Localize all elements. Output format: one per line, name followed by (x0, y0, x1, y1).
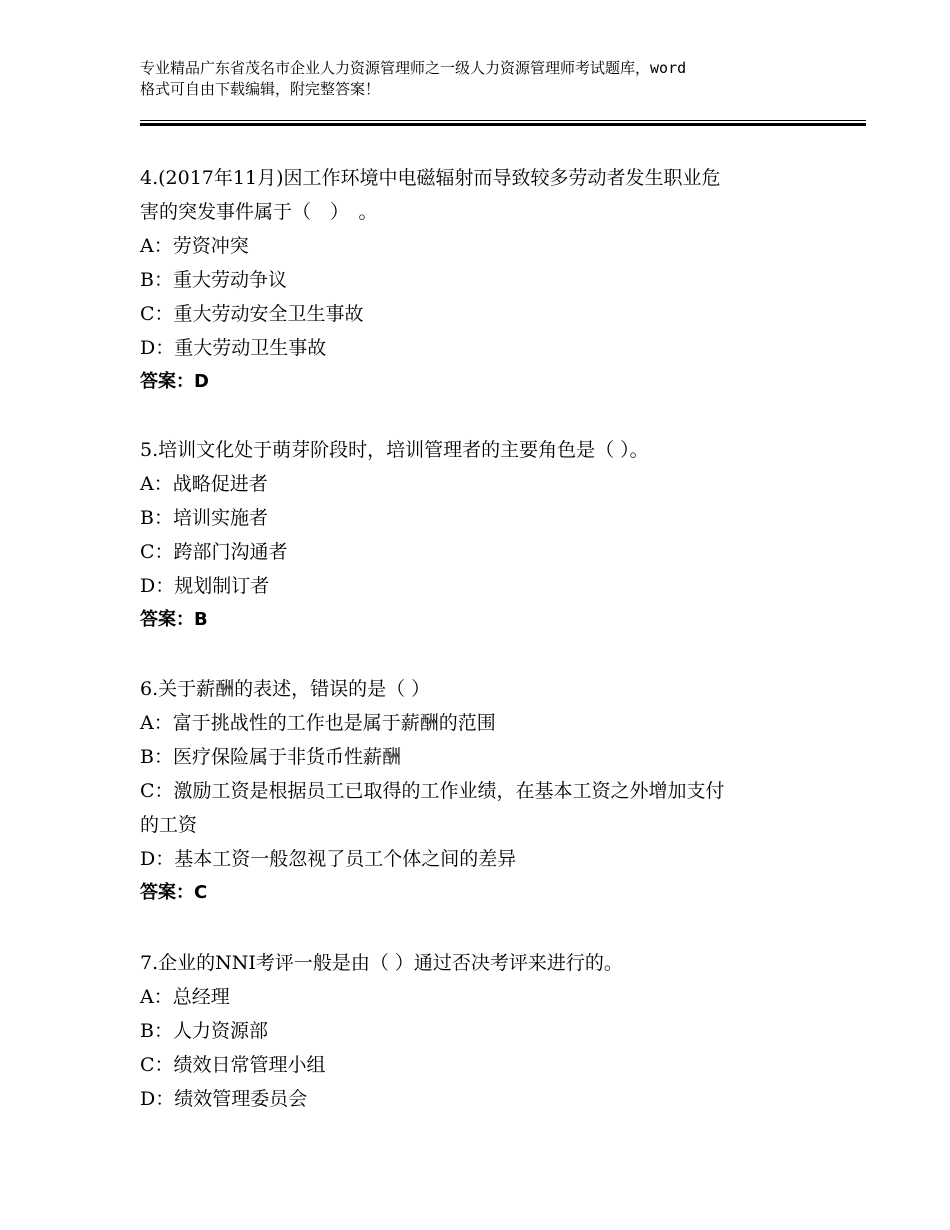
option-a: A：富于挑战性的工作也是属于薪酬的范围 (140, 712, 496, 734)
answer-line: 答案：D (140, 371, 209, 392)
option-a: A：战略促进者 (140, 473, 268, 495)
option-d: D：基本工资一般忽视了员工个体之间的差异 (140, 848, 517, 870)
question-6 (140, 672, 830, 910)
option-c-continuation: 的工资 (140, 814, 198, 836)
option-d: D：绩效管理委员会 (140, 1088, 308, 1110)
question-text-line: 4.(2017年11月)因工作环境中电磁辐射而导致较多劳动者发生职业危 (140, 167, 721, 189)
document-header (140, 58, 840, 100)
question-text-line: 5.培训文化处于萌芽阶段时，培训管理者的主要角色是（ ）。 (140, 439, 649, 461)
question-4 (140, 161, 830, 399)
option-c: C：激励工资是根据员工已取得的工作业绩，在基本工资之外增加支付 (140, 780, 725, 802)
answer-line: 答案：B (140, 609, 208, 630)
question-5 (140, 433, 830, 637)
header-divider-thin (140, 120, 866, 121)
option-b: B：医疗保险属于非货币性薪酬 (140, 746, 401, 768)
option-b: B：培训实施者 (140, 507, 268, 529)
question-text-line: 7.企业的NNI考评一般是由（ ）通过否决考评来进行的。 (140, 952, 623, 974)
option-a: A：劳资冲突 (140, 235, 249, 257)
question-7 (140, 946, 830, 1116)
option-b: B：人力资源部 (140, 1020, 268, 1042)
header-title-line-2: 格式可自由下载编辑，附完整答案！ (140, 80, 381, 98)
question-text-line: 6.关于薪酬的表述，错误的是（ ） (140, 678, 431, 700)
header-divider-thick (140, 123, 866, 126)
option-c: C：重大劳动安全卫生事故 (140, 303, 364, 325)
option-c: C：跨部门沟通者 (140, 541, 288, 563)
option-b: B：重大劳动争议 (140, 269, 287, 291)
option-c: C：绩效日常管理小组 (140, 1054, 326, 1076)
option-d: D：重大劳动卫生事故 (140, 337, 327, 359)
option-d: D：规划制订者 (140, 575, 270, 597)
option-a: A：总经理 (140, 986, 230, 1008)
header-title-line-1: 专业精品广东省茂名市企业人力资源管理师之一级人力资源管理师考试题库，word (140, 59, 687, 77)
answer-line: 答案：C (140, 882, 208, 903)
question-text-line: 害的突发事件属于（ ） 。 (140, 201, 378, 223)
